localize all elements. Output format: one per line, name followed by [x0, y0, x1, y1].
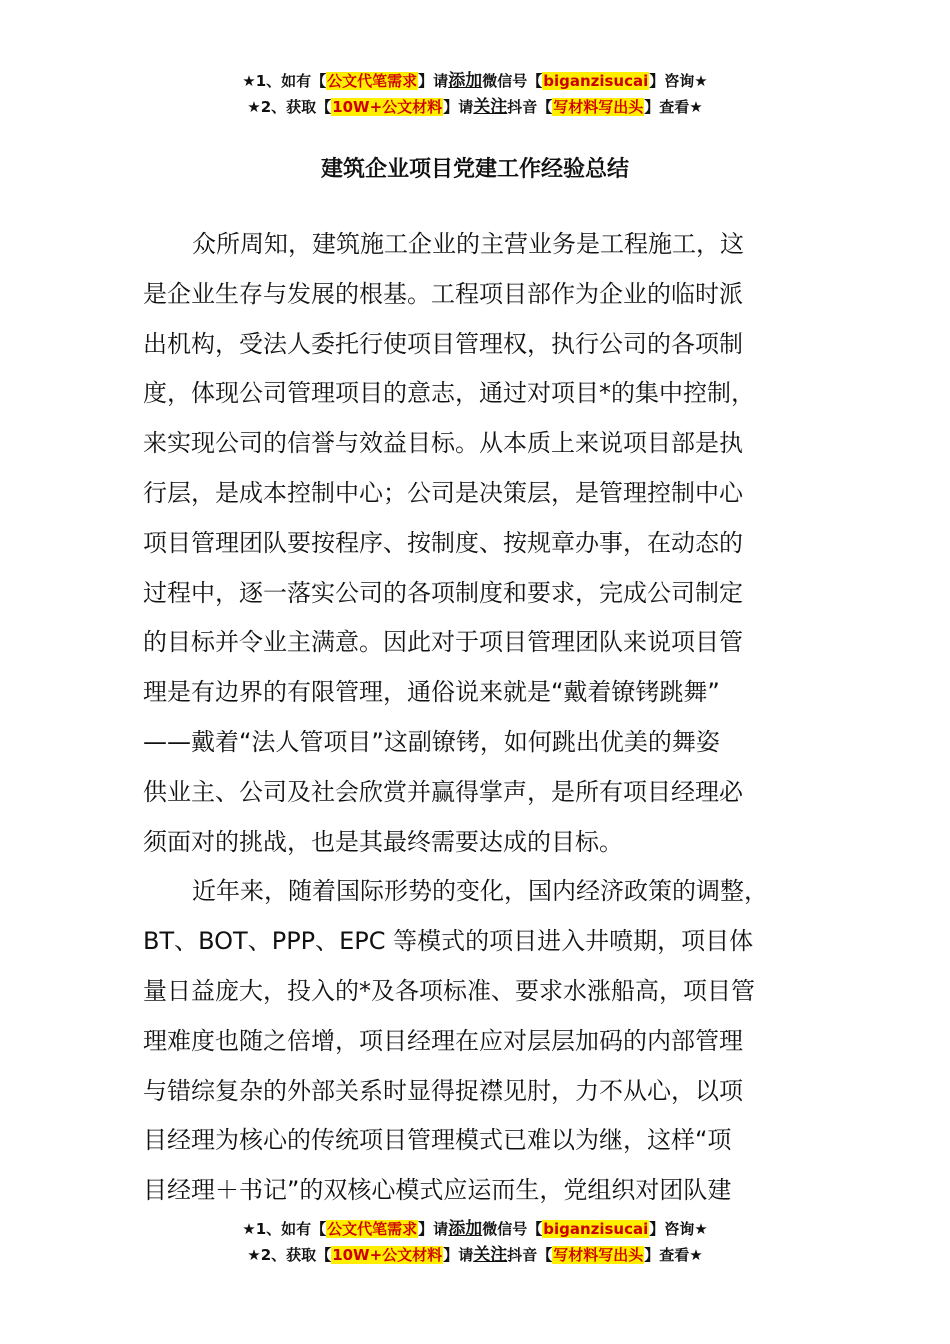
text-line: 理是有边界的有限管理，通俗说来就是“戴着镣铐跳舞” — [143, 678, 720, 707]
document-title: 建筑企业项目党建工作经验总结 — [320, 157, 629, 182]
text-line: 来实现公司的信誉与效益目标。从本质上来说项目部是执 — [143, 429, 743, 458]
text-line: 供业主、公司及社会欣赏并赢得掌声，是所有项目经理必 — [143, 777, 743, 806]
footer-banner — [0, 1216, 950, 1268]
text-line: 理难度也随之倍增，项目经理在应对层层加码的内部管理 — [143, 1026, 743, 1055]
text-line: 与错综复杂的外部关系时显得捉襟见肘，力不从心，以项 — [143, 1076, 743, 1105]
wechat-id: biganzisucai — [543, 1220, 649, 1238]
text-line: 行层，是成本控制中心；公司是决策层，是管理控制中心 — [143, 478, 743, 507]
text-line: 须面对的挑战，也是其最终需要达成的目标。 — [143, 827, 623, 856]
header-banner — [0, 68, 950, 120]
banner-line-2: ★2、获取【10W+公文材料】请关注抖音【写材料写出头】查看★ — [247, 1245, 703, 1265]
text-line: ——戴着“法人管项目”这副镣铐，如何跳出优美的舞姿 — [143, 727, 720, 756]
text-line: 的目标并令业主满意。因此对于项目管理团队来说项目管 — [143, 628, 743, 657]
douyin-account: 写材料写出头 — [553, 1246, 644, 1264]
text-line: 目经理＋书记”的双核心模式应运而生，党组织对团队建 — [143, 1176, 732, 1205]
paragraph-1 — [143, 220, 813, 867]
douyin-account: 写材料写出头 — [553, 98, 644, 116]
paragraph-2 — [143, 867, 813, 1216]
text-line: 项目管理团队要按程序、按制度、按规章办事，在动态的 — [143, 528, 743, 557]
text-line: 目经理为核心的传统项目管理模式已难以为继，这样“项 — [143, 1126, 732, 1155]
text-line: 量日益庞大，投入的*及各项标准、要求水涨船高，项目管 — [143, 976, 755, 1005]
text-line: 是企业生存与发展的根基。工程项目部作为企业的临时派 — [143, 279, 743, 308]
wechat-id: biganzisucai — [543, 72, 649, 90]
banner-line-1: ★1、如有【公文代笔需求】请添加微信号【biganzisucai】咨询★ — [242, 1219, 708, 1239]
text-line: 众所周知，建筑施工企业的主营业务是工程施工，这 — [192, 230, 744, 258]
document-body — [143, 220, 813, 1216]
banner-line-1: ★1、如有【公文代笔需求】请添加微信号【biganzisucai】咨询★ — [242, 71, 708, 91]
text-line: 近年来，随着国际形势的变化，国内经济政策的调整， — [192, 877, 768, 906]
text-line: 出机构，受法人委托行使项目管理权，执行公司的各项制 — [143, 329, 743, 358]
text-line: 过程中，逐一落实公司的各项制度和要求，完成公司制定 — [143, 578, 743, 607]
banner-line-2: ★2、获取【10W+公文材料】请关注抖音【写材料写出头】查看★ — [247, 97, 703, 117]
text-line: BT、BOT、PPP、EPC 等模式的项目进入井喷期，项目体 — [143, 927, 754, 956]
text-line: 度，体现公司管理项目的意志，通过对项目*的集中控制， — [143, 379, 755, 408]
